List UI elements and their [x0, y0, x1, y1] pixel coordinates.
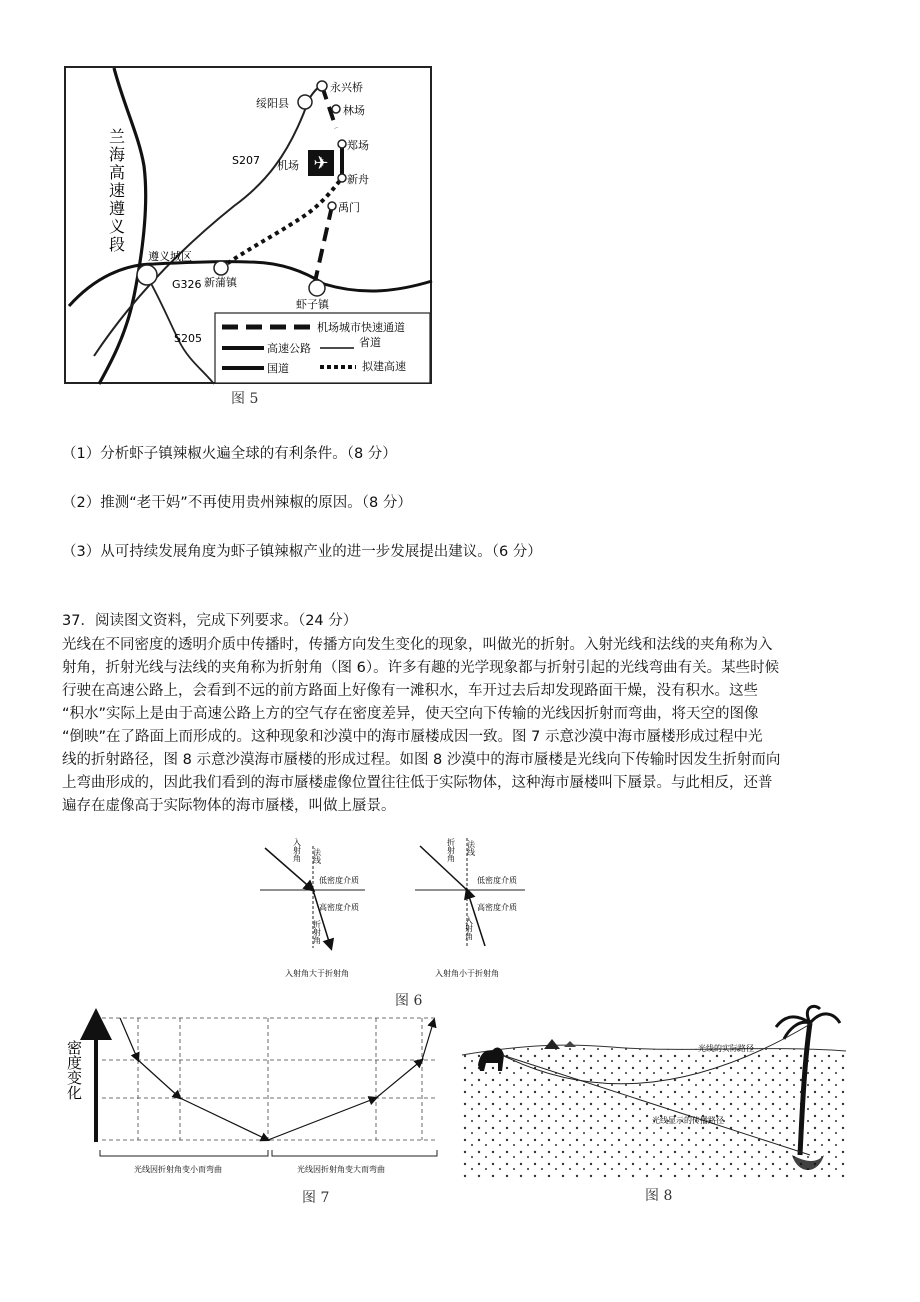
svg-text:新舟: 新舟	[347, 173, 369, 186]
svg-text:省道: 省道	[359, 336, 381, 349]
light-path-segment	[268, 1098, 376, 1140]
light-path-segment	[180, 1098, 268, 1140]
pyramid-icon	[544, 1039, 560, 1049]
svg-text:虾子镇: 虾子镇	[296, 298, 329, 311]
svg-text:高密度介质: 高密度介质	[477, 903, 517, 912]
svg-text:入射角: 入射角	[292, 838, 302, 862]
figure7-caption: 图 7	[302, 1190, 330, 1206]
svg-text:高速公路: 高速公路	[267, 342, 311, 355]
svg-text:林场: 林场	[343, 104, 365, 117]
figure7-chart	[65, 1010, 442, 1190]
q37-title: 37．阅读图文资料，完成下列要求。（24 分）	[62, 613, 358, 629]
q37-line: 遍存在虚像高于实际物体的海市蜃楼，叫做上蜃景。	[62, 798, 396, 814]
xiazi-marker	[309, 280, 325, 296]
svg-text:高密度介质: 高密度介质	[319, 903, 359, 912]
light-path-segment	[120, 1018, 138, 1060]
svg-text:G326: G326	[172, 278, 202, 291]
svg-text:光线因折射角变小而弯曲: 光线因折射角变小而弯曲	[134, 1165, 222, 1174]
svg-text:入射角小于折射角: 入射角小于折射角	[435, 969, 499, 978]
svg-text:法线: 法线	[466, 840, 476, 856]
q37-line: “倒映”在了路面上而形成的。这种现象和沙漠中的海市蜃楼成因一致。图 7 示意沙漠中海市蜃楼形成过程中光	[62, 729, 763, 745]
svg-text:光线显示的传播路径: 光线显示的传播路径	[652, 1116, 724, 1125]
pyramid-icon	[564, 1041, 576, 1047]
svg-text:遵义城区: 遵义城区	[148, 250, 192, 263]
question-1: （1）分析虾子镇辣椒火遍全球的有利条件。（8 分）	[62, 446, 397, 462]
figure5-map	[64, 66, 434, 386]
question-2: （2）推测“老干妈”不再使用贵州辣椒的原因。（8 分）	[62, 495, 412, 511]
suiyang-marker	[298, 95, 312, 109]
highway-vertical-label: 兰海高速遵义段	[106, 128, 126, 254]
light-path-segment	[138, 1060, 180, 1098]
figure6-caption: 图 6	[395, 993, 423, 1009]
svg-text:折射角: 折射角	[446, 838, 456, 862]
svg-text:✈: ✈	[313, 153, 329, 174]
svg-text:入射角大于折射角: 入射角大于折射角	[285, 969, 349, 978]
svg-text:低密度介质: 低密度介质	[319, 876, 359, 885]
linchang-marker	[332, 105, 340, 113]
svg-text:机场: 机场	[277, 159, 299, 172]
xinpu-marker	[214, 261, 228, 275]
svg-text:法线: 法线	[312, 848, 322, 864]
svg-text:永兴桥: 永兴桥	[330, 81, 363, 94]
svg-text:密度变化: 密度变化	[65, 1040, 83, 1100]
svg-text:低密度介质: 低密度介质	[477, 876, 517, 885]
figure8-illustration	[462, 1005, 846, 1180]
zunyi-marker	[137, 265, 157, 285]
yumen-marker	[328, 202, 336, 210]
svg-text:新蒲镇: 新蒲镇	[204, 276, 237, 289]
svg-text:入射角: 入射角	[464, 916, 474, 940]
svg-text:郑场: 郑场	[347, 139, 369, 152]
q37-line: “积水”实际上是由于高速公路上方的空气存在密度差异，使天空向下传输的光线因折射而弯曲，将天空的图像	[62, 706, 759, 722]
xinzhou-marker	[338, 174, 346, 182]
question-3: （3）从可持续发展角度为虾子镇辣椒产业的进一步发展提出建议。（6 分）	[62, 544, 542, 560]
svg-text:光线因折射角变大而弯曲: 光线因折射角变大而弯曲	[297, 1165, 385, 1174]
svg-text:S207: S207	[232, 154, 260, 167]
desert-sand	[462, 1045, 846, 1180]
svg-text:光线的实际路径: 光线的实际路径	[698, 1044, 754, 1053]
q37-line: 线的折射路径，图 8 示意沙漠海市蜃楼的形成过程。如图 8 沙漠中的海市蜃楼是光线向下传输时因发生折射而向	[62, 752, 781, 768]
svg-text:机场城市快速通道: 机场城市快速通道	[317, 321, 405, 334]
q37-line: 上弯曲形成的，因此我们看到的海市蜃楼虚像位置往往低于实际物体，这种海市蜃楼叫下蜃景。与此相反，还普	[62, 775, 773, 791]
figure6-diagram	[255, 828, 555, 988]
light-path-segment	[422, 1020, 434, 1060]
svg-text:拟建高速: 拟建高速	[362, 360, 406, 373]
q37-line: 光线在不同密度的透明介质中传播时，传播方向发生变化的现象，叫做光的折射。入射光线和法线的夹角称为入	[62, 637, 773, 653]
light-path-segment	[376, 1060, 422, 1098]
figure8-caption: 图 8	[645, 1188, 673, 1204]
svg-text:禹门: 禹门	[338, 201, 360, 214]
svg-text:S205: S205	[174, 332, 202, 345]
yongxingqiao-marker	[317, 81, 327, 91]
svg-text:绥阳县: 绥阳县	[256, 97, 289, 110]
q37-line: 射角，折射光线与法线的夹角称为折射角（图 6）。许多有趣的光学现象都与折射引起的光线弯曲有关。某些时候	[62, 660, 780, 676]
q37-line: 行驶在高速公路上，会看到不远的前方路面上好像有一滩积水，车开过去后却发现路面干燥，没有积水。这些	[62, 683, 758, 699]
zhengchang-marker	[338, 140, 346, 148]
svg-text:折射角: 折射角	[312, 920, 322, 944]
svg-text:国道: 国道	[267, 362, 289, 375]
figure5-caption: 图 5	[231, 391, 259, 407]
